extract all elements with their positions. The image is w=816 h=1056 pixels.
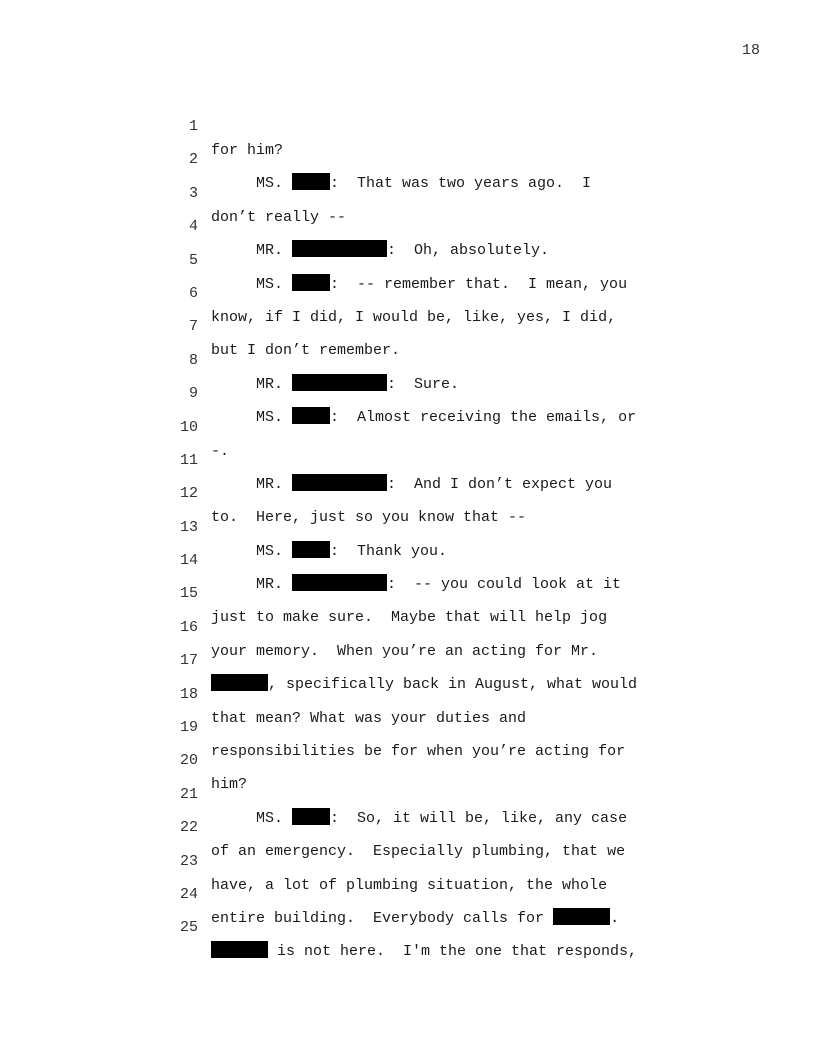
transcript-line (170, 91, 690, 159)
line-number: 22 (179, 819, 198, 837)
line-number: 19 (179, 719, 198, 737)
line-number: 15 (179, 585, 198, 603)
line-number: 7 (188, 318, 198, 336)
transcript-line (170, 892, 690, 961)
line-text: of an emergency. Especially plumbing, that we (211, 843, 626, 861)
line-text: but I don’t remember. (211, 342, 401, 360)
line-number: 2 (188, 151, 198, 169)
transcript-line (170, 759, 690, 827)
redaction-block (211, 941, 268, 958)
line-number: 8 (188, 351, 198, 369)
line-text: your memory. When you’re an acting for Mr. (211, 642, 599, 660)
transcript-line (170, 225, 690, 293)
line-text: entire building. Everybody calls for . (211, 909, 620, 927)
line-number: 13 (179, 518, 198, 536)
line-text: MR. : Sure. (211, 375, 460, 393)
line-number: 9 (188, 385, 198, 403)
line-text: just to make sure. Maybe that will help jog (211, 609, 608, 627)
line-text: don’t really -- (211, 208, 347, 226)
line-text: MS. : Thank you. (211, 542, 448, 560)
line-number: 21 (179, 785, 198, 803)
line-text: -. (211, 442, 230, 460)
line-text: MR. : -- you could look at it (211, 576, 622, 594)
line-number: 25 (179, 919, 198, 937)
line-number: 17 (179, 652, 198, 670)
line-number: 5 (188, 251, 198, 269)
transcript-line (170, 492, 690, 560)
transcript-line (170, 325, 690, 393)
line-text: that mean? What was your duties and (211, 709, 527, 727)
line-text: is not here. I'm the one that responds, (211, 940, 637, 964)
page-number: 18 (742, 42, 761, 59)
line-number: 23 (179, 852, 198, 870)
line-text: MS. : -- remember that. I mean, you (211, 275, 628, 293)
line-number: 20 (179, 752, 198, 770)
line-number: 24 (179, 885, 198, 903)
line-text: MR. : Oh, absolutely. (211, 242, 550, 260)
line-number: 3 (188, 184, 198, 202)
transcript-line (170, 425, 690, 493)
transcript-line (170, 291, 690, 360)
line-text: responsibilities be for when you’re acting for (211, 743, 626, 761)
transcript-line (170, 592, 690, 660)
line-text: him? (211, 776, 248, 794)
line-text: MR. : And I don’t expect you (211, 475, 613, 493)
line-number: 18 (179, 685, 198, 703)
line-number: 6 (188, 284, 198, 302)
line-text: MS. : That was two years ago. I (211, 175, 592, 193)
line-number: 16 (179, 618, 198, 636)
line-number: 11 (179, 451, 198, 469)
line-text: , specifically back in August, what would (211, 673, 637, 697)
line-text: MS. : Almost receiving the emails, or (211, 409, 637, 427)
line-number: 10 (179, 418, 198, 436)
line-number: 14 (179, 552, 198, 570)
line-number: 4 (188, 218, 198, 236)
line-text: to. Here, just so you know that -- (211, 509, 527, 527)
line-text: MS. : So, it will be, like, any case (211, 809, 628, 827)
line-number: 1 (188, 118, 198, 135)
transcript-body (170, 91, 690, 961)
transcript-line (170, 124, 690, 193)
transcript-line (170, 659, 690, 727)
line-number: 12 (179, 485, 198, 503)
transcript-line (170, 258, 690, 326)
line-text: know, if I did, I would be, like, yes, I did, (211, 308, 617, 326)
transcript-line (170, 191, 690, 260)
transcript-line (170, 158, 690, 226)
line-text: have, a lot of plumbing situation, the whole (211, 876, 608, 894)
line-text: for him? (211, 142, 284, 159)
transcript-line (170, 859, 690, 927)
